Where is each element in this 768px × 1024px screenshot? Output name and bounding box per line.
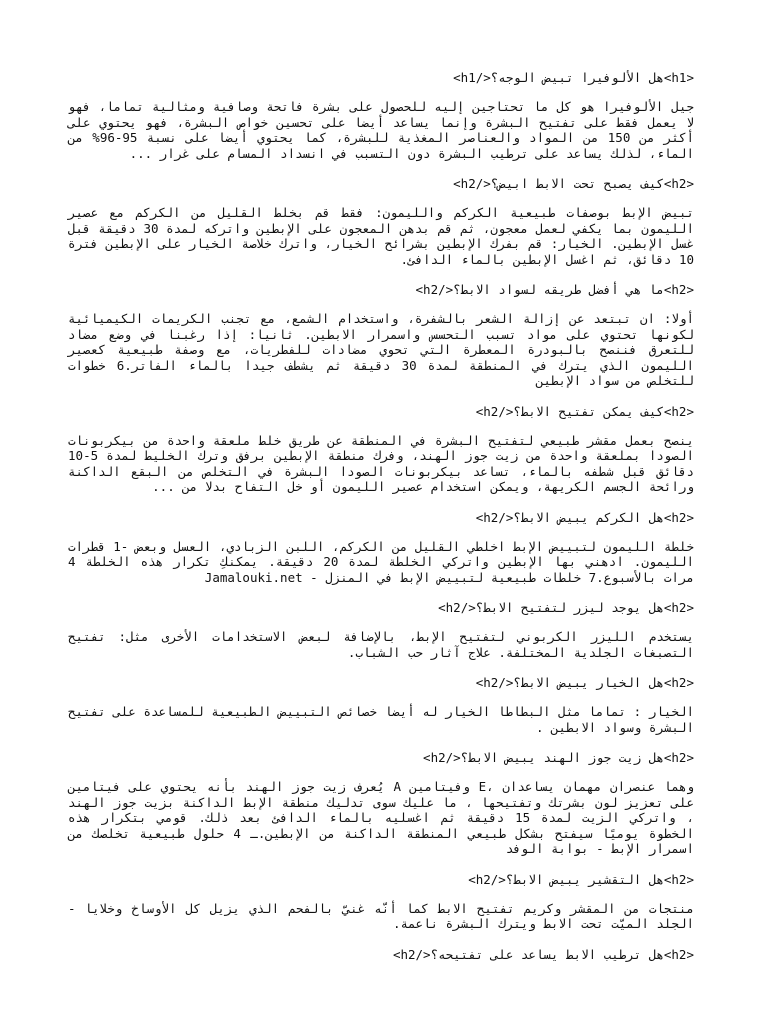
- section-paragraph-2: تبيض الإبط بوصفات طبيعية الكركم والليمون: فقط قم بخلط القليل من الكركم مع عصير الليمون بما يكفي لعمل معجون، ثم قم بدهن المعجون على الإبطين واتركه لمدة 30 دقيقة قبل غسل الإبطين. الخيار: قم بفرك الإبطين بشرائح الخيار، واترك خلاصة الخيار على الإبطين فترة 10 دقائق، ثم اغسل الإبطين بالماء الدافئ.: [68, 205, 694, 267]
- section-paragraph-3: أولا: ان تبتعد عن إزالة الشعر بالشفرة، واستخدام الشمع، مع تجنب الكريمات الكيميائية لكونها تحتوي على مواد تسبب التحسس واسمرار الابطين. ثانيا: إذا رغبنا في وضع مضاد للتعرق فننصح بالبودرة المعطرة التي تحوي مضادات للفطريات، مع وصفة طبيعية كعصير الليمون الذي يترك في المنطقة لمدة 30 دقيقة ثم يشطف جيدا بالماء الفاتر.6 خطوات للتخلص من سواد الإبطين: [68, 311, 695, 388]
- section-paragraph-5: خلطة الليمون لتبييض الإبط اخلطي القليل من الكركم، اللبن الزبادي، العسل وبعض -1 قطرات الليمون. ادهني بها الإبطين واتركي الخلطة لمدة 20 دقيقة. يمكنكِ تكرار هذه الخلطة 4 مرات بالأسبوع.7 خلطات طبيعية لتبييض الإبط في المنزل - Jamalouki.net: [68, 538, 694, 585]
- section-paragraph-4: ينصح بعمل مقشر طبيعي لتفتيح البشرة في المنطقة عن طريق خلط ملعقة واحدة من بيكربونات الصودا بملعقة واحدة من زيت جوز الهند، وفرك منطقة الإبطين برفق وترك الخليط لمدة 5-10 دقائق قبل شطفه بالماء، تساعد بيكربونات الصودا البشرة في التخلص من البقع الداكنة ورائحة الجسم الكريهة، ويمكن استخدام عصير الليمون أو خل التفاح بدلا من ...: [68, 432, 694, 494]
- section-heading-3: <h2>ما هي أفضل طريقه لسواد الابط؟</h2>: [415, 282, 694, 297]
- document-body: [68, 70, 694, 963]
- section-paragraph-8: وهما عنصران مهمان يساعدان ،E وفيتامين A يُعرف زيت جوز الهند بأنه يحتوي على فيتامين على تعزيز لون بشرتك وتفتيحها ، ما عليك سوى تدليك منطقة الإبط الداكنة بزيت جوز الهند ، واتركي الزيت لمدة 15 دقيقة ثم اغسليه بالماء الدافئ بعد ذلك. قومي بتكرار هذه الخطوة يوميًا سيفتح بشكل طبيعي المنطقة الداكنة من الإبطين.ـ 4 حلول طبيعية تخلصك من اسمرار الإبط - بوابة الوفد: [68, 779, 695, 856]
- section-heading-2: <h2>كيف يصبح تحت الابط ابيض؟</h2>: [453, 176, 694, 191]
- section-paragraph-1: جيل الألوفيرا هو كل ما تحتاجين إليه للحصول على بشرة فاتحة وصافية ومثالية تماما، فهو لا يعمل فقط على تفتيح البشرة وإنما يساعد أيضا على تحسين خواص البشرة، فهو يحتوي على أكثر من 150 من المواد والعناصر المغذية للبشرة، كما يحتوي أيضا على نسبة 95-96% من الماء، لذلك يساعد على ترطيب البشرة دون التسبب في انسداد المسام على غرار ...: [68, 99, 694, 161]
- section-heading-4: <h2>كيف يمكن تفتيح الابط؟</h2>: [475, 403, 694, 419]
- section-heading-7: <h2>هل الخيار يبيض الابط؟</h2>: [475, 675, 694, 690]
- section-heading-5: <h2>هل الكركم يبيض الابط؟</h2>: [475, 509, 694, 525]
- section-heading-6: <h2>هل يوجد ليزر لتفتيح الابط؟</h2>: [438, 600, 694, 615]
- section-heading-9: <h2>هل التقشير يبيض الابط؟</h2>: [468, 871, 694, 887]
- section-paragraph-6: يستخدم الليزر الكربوني لتفتيح الإبط، بالإضافة لبعض الاستخدامات الأخرى مثل: تفتيح التصبغات الجلدية المختلفة. علاج آثار حب الشباب.: [68, 629, 694, 660]
- section-heading-8: <h2>هل زيت جوز الهند يبيض الابط؟</h2>: [423, 750, 694, 765]
- section-paragraph-7: الخيار : تماما مثل البطاطا الخيار له أيضا خصائص التبييض الطبيعية للمساعدة على تفتيح البشرة وسواد الابطين .: [68, 704, 694, 735]
- section-heading-10: <h2>هل ترطيب الابط يساعد على تفتيحه؟</h2>: [392, 946, 694, 962]
- section-heading-1: <h1>هل الألوفيرا تبيض الوجه؟</h1>: [453, 70, 694, 85]
- section-paragraph-9: منتجات من المقشر وكريم تفتيح الابط كما أنّه غنيّ بالفحم الذي يزيل كل الأوساخ وخلايا - الجلد الميّت تحت الابط ويترك البشرة ناعمة.: [68, 900, 694, 931]
